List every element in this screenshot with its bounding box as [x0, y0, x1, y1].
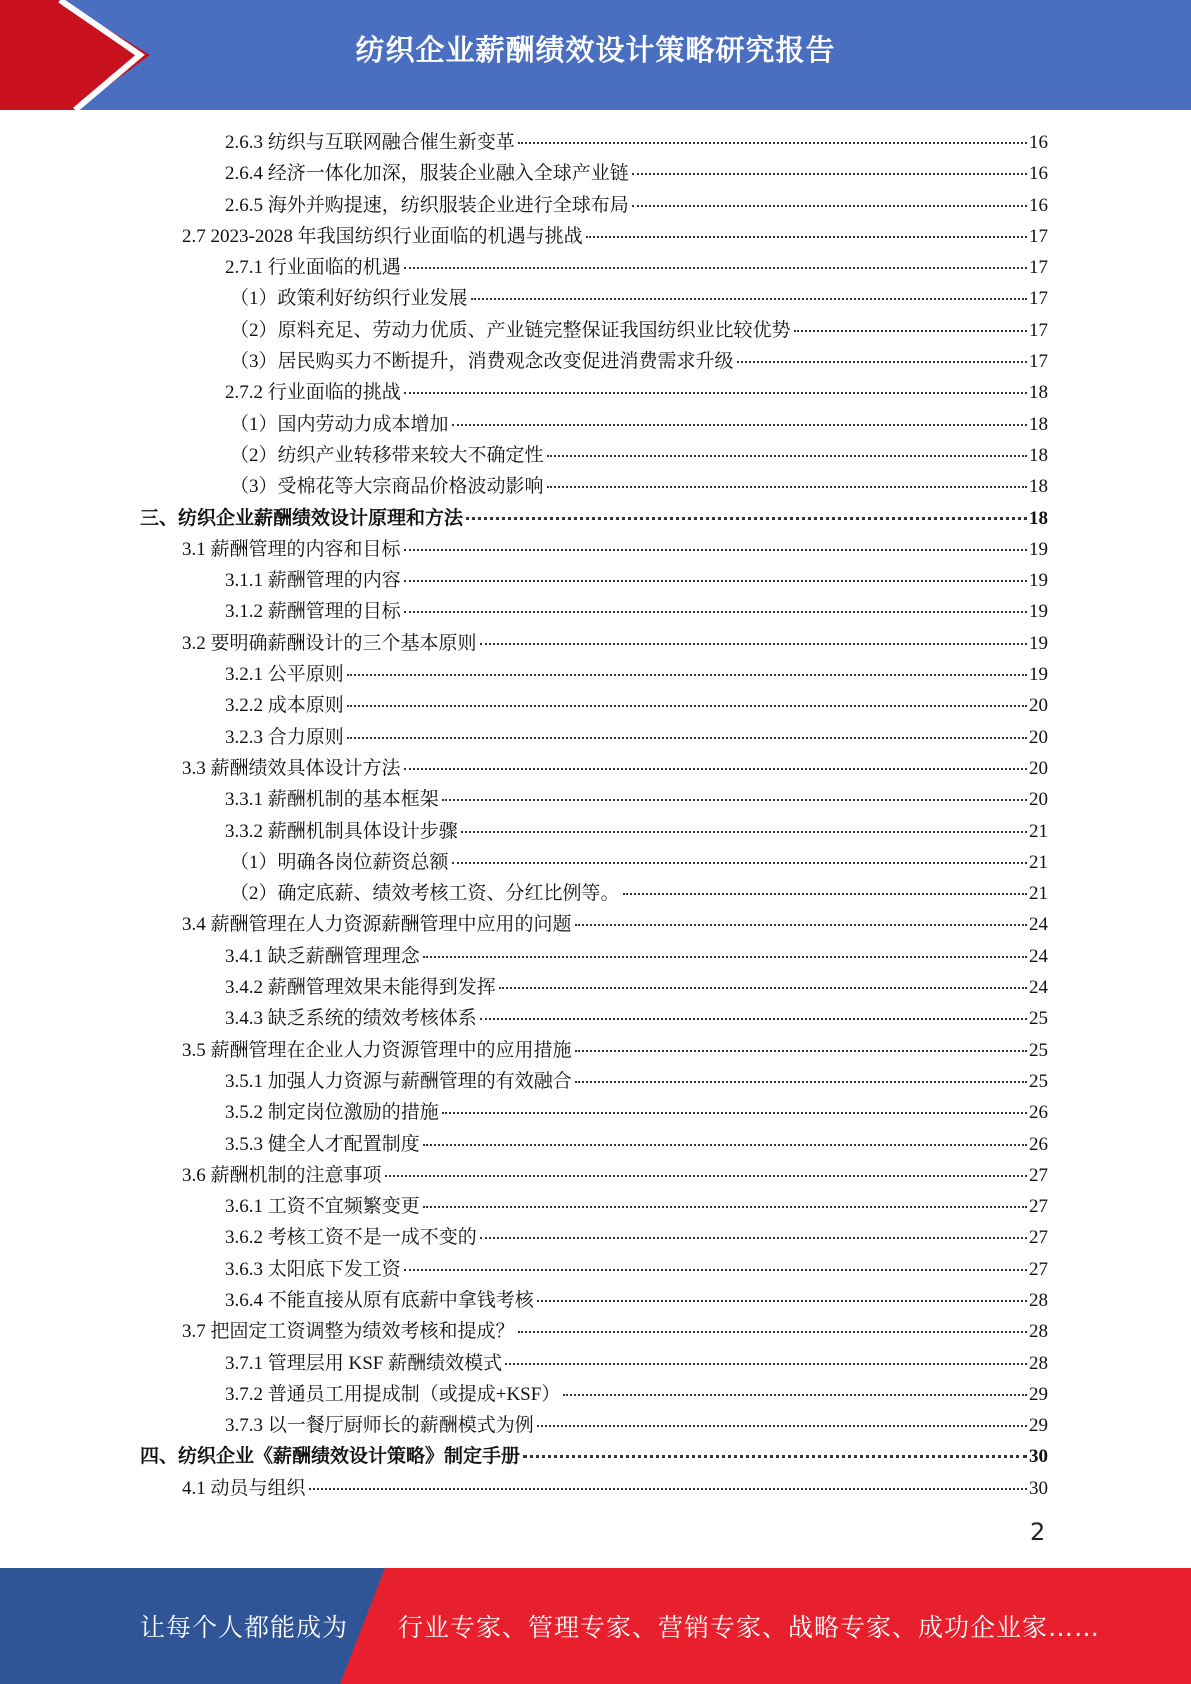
toc-entry[interactable]: [140, 1410, 1048, 1441]
toc-leader-dots: [423, 956, 1027, 958]
toc-entry-label: （3）受棉花等大宗商品价格波动影响: [230, 476, 544, 498]
footer-slogan-right: 行业专家、管理专家、营销专家、战略专家、成功企业家……: [398, 1613, 1101, 1642]
toc-entry-label: 3.6.3 太阳底下发工资: [225, 1258, 401, 1280]
toc-entry-page: 18: [1029, 382, 1048, 404]
toc-leader-dots: [423, 1206, 1027, 1208]
toc-entry-label: （2）纺织产业转移带来较大不确定性: [230, 444, 544, 466]
toc-entry-page: 16: [1029, 132, 1048, 153]
toc-leader-dots: [404, 611, 1027, 613]
toc-leader-dots: [499, 987, 1027, 989]
toc-entry-label: 2.6.3 纺织与互联网融合催生新变革: [225, 132, 515, 153]
toc-entry[interactable]: [140, 941, 1048, 972]
toc-entry-page: 30: [1029, 1477, 1048, 1499]
toc-leader-dots: [480, 643, 1027, 645]
toc-entry-page: 19: [1029, 664, 1048, 686]
toc-entry-label: 3.4.3 缺乏系统的绩效考核体系: [225, 1008, 477, 1030]
toc-entry-page: 20: [1029, 789, 1048, 811]
toc-entry-page: 17: [1029, 288, 1048, 310]
toc-leader-dots: [523, 1455, 1027, 1458]
toc-entry-page: 27: [1029, 1227, 1048, 1249]
toc-entry-label: 3.2.3 合力原则: [225, 726, 344, 748]
toc-entry-label: 2.7.1 行业面临的机遇: [225, 257, 401, 279]
toc-entry-page: 17: [1029, 225, 1048, 247]
toc-entry[interactable]: [140, 1129, 1048, 1160]
toc-entry-page: 24: [1029, 914, 1048, 936]
toc-entry-page: 25: [1029, 1070, 1048, 1092]
toc-leader-dots: [404, 768, 1027, 770]
toc-entry-page: 18: [1029, 444, 1048, 466]
toc-entry[interactable]: [140, 753, 1048, 784]
toc-entry-label: 3.1.1 薪酬管理的内容: [225, 570, 401, 592]
toc-entry-label: 3.7.2 普通员工用提成制（或提成+KSF）: [225, 1383, 561, 1405]
toc-entry[interactable]: [140, 377, 1048, 408]
toc-entry[interactable]: [140, 440, 1048, 471]
toc-entry[interactable]: [140, 1441, 1048, 1472]
toc-leader-dots: [452, 862, 1027, 864]
toc-entry-page: 17: [1029, 351, 1048, 373]
toc-entry-page: 19: [1029, 570, 1048, 592]
toc-entry[interactable]: [140, 1097, 1048, 1128]
report-title: 纺织企业薪酬绩效设计策略研究报告: [355, 33, 836, 67]
toc-leader-dots: [347, 705, 1027, 707]
toc-leader-dots: [404, 549, 1027, 551]
toc-entry[interactable]: [140, 1160, 1048, 1191]
toc-entry[interactable]: [140, 346, 1048, 377]
toc-leader-dots: [737, 361, 1027, 363]
toc-entry[interactable]: [140, 252, 1048, 283]
toc-entry[interactable]: [140, 1285, 1048, 1316]
toc-entry[interactable]: [140, 1316, 1048, 1347]
toc-leader-dots: [347, 737, 1027, 739]
toc-entry-label: 3.5.2 制定岗位激励的措施: [225, 1102, 439, 1124]
toc-entry-label: 3.5 薪酬管理在企业人力资源管理中的应用措施: [182, 1039, 572, 1061]
toc-leader-dots: [575, 1050, 1027, 1052]
toc-entry-label: 3.2.1 公平原则: [225, 664, 344, 686]
toc-entry-label: 三、纺织企业薪酬绩效设计原理和方法: [140, 507, 464, 529]
toc-entry-page: 21: [1029, 820, 1048, 842]
toc-entry-label: 3.3.1 薪酬机制的基本框架: [225, 789, 439, 811]
toc-entry[interactable]: [140, 659, 1048, 690]
toc-leader-dots: [480, 1018, 1027, 1020]
toc-entry-label: 3.1 薪酬管理的内容和目标: [182, 538, 401, 560]
toc-entry[interactable]: [140, 690, 1048, 721]
toc-entry-page: 20: [1029, 695, 1048, 717]
toc-entry-label: 3.5.1 加强人力资源与薪酬管理的有效融合: [225, 1070, 572, 1092]
toc-entry-label: 3.2 要明确薪酬设计的三个基本原则: [182, 632, 477, 654]
toc-entry[interactable]: [140, 784, 1048, 815]
table-of-contents: [140, 127, 1048, 1504]
toc-leader-dots: [309, 1488, 1027, 1490]
toc-entry[interactable]: [140, 221, 1048, 252]
toc-leader-dots: [632, 205, 1027, 207]
toc-entry-label: 3.7 把固定工资调整为绩效考核和提成？: [182, 1321, 515, 1343]
toc-entry-label: 4.1 动员与组织: [182, 1477, 306, 1499]
toc-entry-label: 3.3.2 薪酬机制具体设计步骤: [225, 820, 458, 842]
toc-entry-label: （1）明确各岗位薪资总额: [230, 851, 449, 873]
toc-entry[interactable]: [140, 1035, 1048, 1066]
toc-entry-label: 3.1.2 薪酬管理的目标: [225, 601, 401, 623]
toc-entry[interactable]: [140, 503, 1048, 534]
toc-entry-page: 24: [1029, 977, 1048, 999]
toc-entry[interactable]: [140, 1003, 1048, 1034]
toc-entry-page: 17: [1029, 257, 1048, 279]
toc-entry-label: 2.6.5 海外并购提速，纺织服装企业进行全球布局: [225, 194, 629, 216]
toc-leader-dots: [575, 924, 1027, 926]
toc-leader-dots: [385, 1175, 1027, 1177]
toc-entry[interactable]: [140, 565, 1048, 596]
toc-leader-dots: [466, 517, 1027, 520]
toc-entry[interactable]: [140, 127, 1048, 158]
toc-entry-label: 3.3 薪酬绩效具体设计方法: [182, 757, 401, 779]
toc-entry[interactable]: [140, 722, 1048, 753]
toc-entry[interactable]: [140, 972, 1048, 1003]
toc-entry-label: 3.6 薪酬机制的注意事项: [182, 1164, 382, 1186]
toc-entry-page: 19: [1029, 632, 1048, 654]
toc-entry[interactable]: [140, 1191, 1048, 1222]
toc-entry-label: （2）原料充足、劳动力优质、产业链完整保证我国纺织业比较优势: [230, 319, 791, 341]
toc-entry-label: 3.2.2 成本原则: [225, 695, 344, 717]
toc-entry-label: 3.4.1 缺乏薪酬管理理念: [225, 945, 420, 967]
toc-leader-dots: [442, 1112, 1027, 1114]
toc-leader-dots: [586, 236, 1027, 238]
toc-entry-label: 3.7.3 以一餐厅厨师长的薪酬模式为例: [225, 1415, 534, 1437]
toc-leader-dots: [547, 455, 1027, 457]
toc-entry-page: 27: [1029, 1196, 1048, 1218]
toc-entry-label: 3.4 薪酬管理在人力资源薪酬管理中应用的问题: [182, 914, 572, 936]
toc-entry[interactable]: [140, 1473, 1048, 1504]
toc-entry-label: （2）确定底薪、绩效考核工资、分红比例等。: [230, 883, 620, 905]
toc-entry-page: 30: [1029, 1446, 1048, 1468]
toc-leader-dots: [404, 267, 1027, 269]
toc-entry-label: 3.6.1 工资不宜频繁变更: [225, 1196, 420, 1218]
toc-entry-page: 27: [1029, 1258, 1048, 1280]
toc-entry[interactable]: [140, 190, 1048, 221]
toc-entry-label: 2.7 2023-2028 年我国纺织行业面临的机遇与挑战: [182, 225, 583, 247]
toc-entry[interactable]: [140, 158, 1048, 189]
toc-leader-dots: [423, 1144, 1027, 1146]
toc-entry-page: 29: [1029, 1415, 1048, 1437]
page-header: [0, 0, 1191, 110]
toc-entry-label: 3.5.3 健全人才配置制度: [225, 1133, 420, 1155]
toc-entry-page: 28: [1029, 1352, 1048, 1374]
toc-entry[interactable]: [140, 878, 1048, 909]
toc-entry-page: 24: [1029, 945, 1048, 967]
toc-entry-page: 28: [1029, 1289, 1048, 1311]
toc-entry-page: 20: [1029, 757, 1048, 779]
toc-leader-dots: [518, 1331, 1027, 1333]
toc-leader-dots: [471, 298, 1027, 300]
toc-entry-page: 26: [1029, 1133, 1048, 1155]
toc-entry-label: 2.6.4 经济一体化加深，服装企业融入全球产业链: [225, 163, 629, 185]
toc-entry[interactable]: [140, 471, 1048, 502]
toc-entry-page: 25: [1029, 1008, 1048, 1030]
toc-leader-dots: [480, 1237, 1027, 1239]
toc-leader-dots: [404, 392, 1027, 394]
toc-leader-dots: [623, 893, 1027, 895]
toc-entry[interactable]: [140, 283, 1048, 314]
toc-leader-dots: [452, 424, 1027, 426]
toc-leader-dots: [547, 486, 1027, 488]
toc-entry-label: （1）国内劳动力成本增加: [230, 413, 449, 435]
toc-entry-label: 3.4.2 薪酬管理效果未能得到发挥: [225, 977, 496, 999]
toc-entry[interactable]: [140, 1348, 1048, 1379]
toc-entry-label: 3.7.1 管理层用 KSF 薪酬绩效模式: [225, 1352, 503, 1374]
page-number: 2: [1030, 1518, 1046, 1546]
toc-entry-page: 17: [1029, 319, 1048, 341]
toc-leader-dots: [404, 580, 1027, 582]
toc-leader-dots: [537, 1300, 1027, 1302]
footer-slogan-left: 让每个人都能成为: [140, 1613, 349, 1642]
toc-entry-page: 18: [1029, 476, 1048, 498]
toc-leader-dots: [794, 330, 1027, 332]
toc-entry-page: 20: [1029, 726, 1048, 748]
toc-leader-dots: [461, 831, 1027, 833]
toc-entry-page: 21: [1029, 851, 1048, 873]
toc-entry-page: 19: [1029, 538, 1048, 560]
toc-entry[interactable]: [140, 315, 1048, 346]
toc-entry[interactable]: [140, 409, 1048, 440]
toc-entry[interactable]: [140, 628, 1048, 659]
toc-leader-dots: [518, 142, 1027, 144]
toc-leader-dots: [563, 1394, 1027, 1396]
toc-leader-dots: [505, 1363, 1027, 1365]
toc-entry-label: 3.6.2 考核工资不是一成不变的: [225, 1227, 477, 1249]
toc-entry-page: 25: [1029, 1039, 1048, 1061]
toc-entry-page: 27: [1029, 1164, 1048, 1186]
toc-entry-page: 21: [1029, 883, 1048, 905]
toc-entry-page: 18: [1029, 507, 1048, 529]
toc-leader-dots: [575, 1081, 1027, 1083]
toc-entry[interactable]: [140, 1379, 1048, 1410]
toc-entry-label: （3）居民购买力不断提升，消费观念改变促进消费需求升级: [230, 351, 734, 373]
toc-entry[interactable]: [140, 847, 1048, 878]
toc-entry-label: 2.7.2 行业面临的挑战: [225, 382, 401, 404]
toc-leader-dots: [537, 1425, 1027, 1427]
toc-entry[interactable]: [140, 909, 1048, 940]
toc-entry-label: （1）政策利好纺织行业发展: [230, 288, 468, 310]
toc-entry[interactable]: [140, 1222, 1048, 1253]
toc-entry-label: 四、纺织企业《薪酬绩效设计策略》制定手册: [140, 1446, 521, 1468]
toc-entry[interactable]: [140, 1066, 1048, 1097]
toc-entry[interactable]: [140, 596, 1048, 627]
toc-entry-page: 29: [1029, 1383, 1048, 1405]
toc-leader-dots: [404, 1269, 1027, 1271]
toc-entry-page: 16: [1029, 194, 1048, 216]
toc-entry-page: 19: [1029, 601, 1048, 623]
toc-entry[interactable]: [140, 534, 1048, 565]
toc-entry-label: 3.6.4 不能直接从原有底薪中拿钱考核: [225, 1289, 534, 1311]
toc-leader-dots: [347, 674, 1027, 676]
toc-leader-dots: [442, 799, 1027, 801]
toc-entry[interactable]: [140, 1254, 1048, 1285]
toc-entry-page: 28: [1029, 1321, 1048, 1343]
toc-entry[interactable]: [140, 816, 1048, 847]
toc-entry-page: 26: [1029, 1102, 1048, 1124]
toc-entry-page: 16: [1029, 163, 1048, 185]
toc-entry-page: 18: [1029, 413, 1048, 435]
toc-leader-dots: [632, 173, 1027, 175]
